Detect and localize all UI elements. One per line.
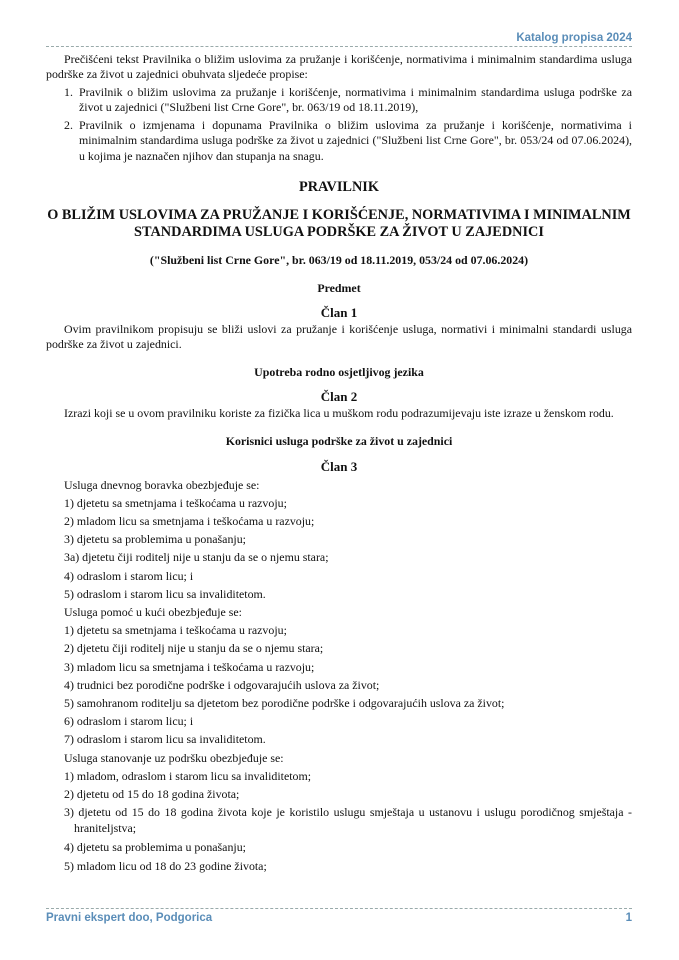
list-intro: Usluga dnevnog boravka obezbjeđuje se: [64, 477, 260, 492]
list-item: 4) djetetu sa problemima u ponašanju; [64, 840, 246, 855]
list-item: 3) mladom licu sa smetnjama i teškoćama u razvoju; [64, 659, 315, 674]
page-footer [46, 908, 632, 924]
intro-item-text: Pravilnik o izmjenama i dopunama Pravilnika o bližim uslovima za pružanje i korišćenje, normativima i minimalnim standardima usluga podrške za život u zajednici ("Službeni list Crne Gore", br. 053/24 od 07.06.2024), u kojima je naznačen njihov dan stupanja na snagu. [79, 118, 632, 163]
list-item: 4) odraslom i starom licu; i [64, 568, 194, 583]
list-item: 6) odraslom i starom licu; i [64, 714, 194, 729]
article-text: Ovim pravilnikom propisuju se bliži uslovi za pružanje i korišćenje usluga, normativi i minimalni standardi usluga podrške za život u zajednici. [46, 321, 632, 352]
section-heading: Korisnici usluga podrške za život u zajednici [225, 434, 453, 449]
gazette-reference: ("Službeni list Crne Gore", br. 063/19 od 18.11.2019, 053/24 od 07.06.2024) [149, 252, 529, 267]
section-heading: Upotreba rodno osjetljivog jezika [254, 365, 424, 380]
page-number: 1 [625, 912, 632, 924]
list-item: 7) odraslom i starom licu sa invaliditetom. [64, 732, 266, 747]
list-item: 4) trudnici bez porodične podrške i odgovarajućih uslova za život; [64, 677, 380, 692]
document-title: PRAVILNIK [299, 178, 379, 195]
list-intro: Usluga pomoć u kući obezbjeđuje se: [64, 605, 242, 620]
article-number: Član 3 [320, 458, 358, 474]
document-body [46, 52, 632, 875]
list-item: 1) djetetu sa smetnjama i teškoćama u razvoju; [64, 623, 287, 638]
section-heading: Predmet [317, 280, 361, 295]
list-item: 1) mladom, odraslom i starom licu sa invaliditetom; [64, 768, 312, 783]
intro-list-item [46, 85, 632, 115]
list-item: 3a) djetetu čiji roditelj nije u stanju da se o njemu stara; [64, 550, 329, 565]
list-item: 3) djetetu od 15 do 18 godina života koje je koristilo uslugu smještaja u ustanovu i uslugu porodičnog smještaja - hraniteljstva; [64, 805, 632, 835]
intro-paragraph: Prečišćeni tekst Pravilnika o bližim uslovima za pružanje i korišćenje, normativima i minimalnim standardima usluga podrške za život u zajednici obuhvata sljedeće propise: [46, 52, 632, 82]
intro-item-text: Pravilnik o bližim uslovima za pružanje i korišćenje, normativima i minimalnim standardima usluga podrške za život u zajednici ("Službeni list Crne Gore", br. 063/19 od 18.11.2019), [79, 85, 632, 115]
article-number: Član 1 [320, 304, 358, 320]
article-text: Izrazi koji se u ovom pravilniku koriste za fizička lica u muškom rodu podrazumijevaju iste izraze u ženskom rodu. [64, 406, 614, 421]
list-item: 5) odraslom i starom licu sa invaliditetom. [64, 586, 266, 601]
article-number: Član 2 [320, 389, 358, 405]
list-item: 3) djetetu sa problemima u ponašanju; [64, 532, 246, 547]
header-title: Katalog propisa 2024 [516, 32, 632, 44]
intro-item-number: 1. [64, 85, 73, 100]
list-intro: Usluga stanovanje uz podršku obezbjeđuje se: [64, 750, 284, 765]
publisher-name: Pravni ekspert doo, Podgorica [46, 912, 213, 924]
intro-list-item [46, 118, 632, 163]
list-item: 2) djetetu od 15 do 18 godina života; [64, 787, 240, 802]
list-item: 5) mladom licu od 18 do 23 godine života; [64, 858, 267, 873]
page-header [46, 30, 632, 47]
intro-item-number: 2. [64, 118, 73, 133]
list-item: 2) mladom licu sa smetnjama i teškoćama u razvoju; [64, 514, 315, 528]
list-item: 5) samohranom roditelju sa djetetom bez porodične podrške i odgovarajućih uslova za život; [64, 696, 505, 711]
list-item: 2) djetetu čiji roditelj nije u stanju da se o njemu stara; [64, 641, 324, 656]
list-item: 1) djetetu sa smetnjama i teškoćama u razvoju; [64, 495, 287, 510]
document-subtitle: O BLIŽIM USLOVIMA ZA PRUŽANJE I KORIŠĆENJE, NORMATIVIMA I MINIMALNIM STANDARDIMA USLUGA PODRŠKE ZA ŽIVOT U ZAJEDNICI [47, 206, 631, 240]
